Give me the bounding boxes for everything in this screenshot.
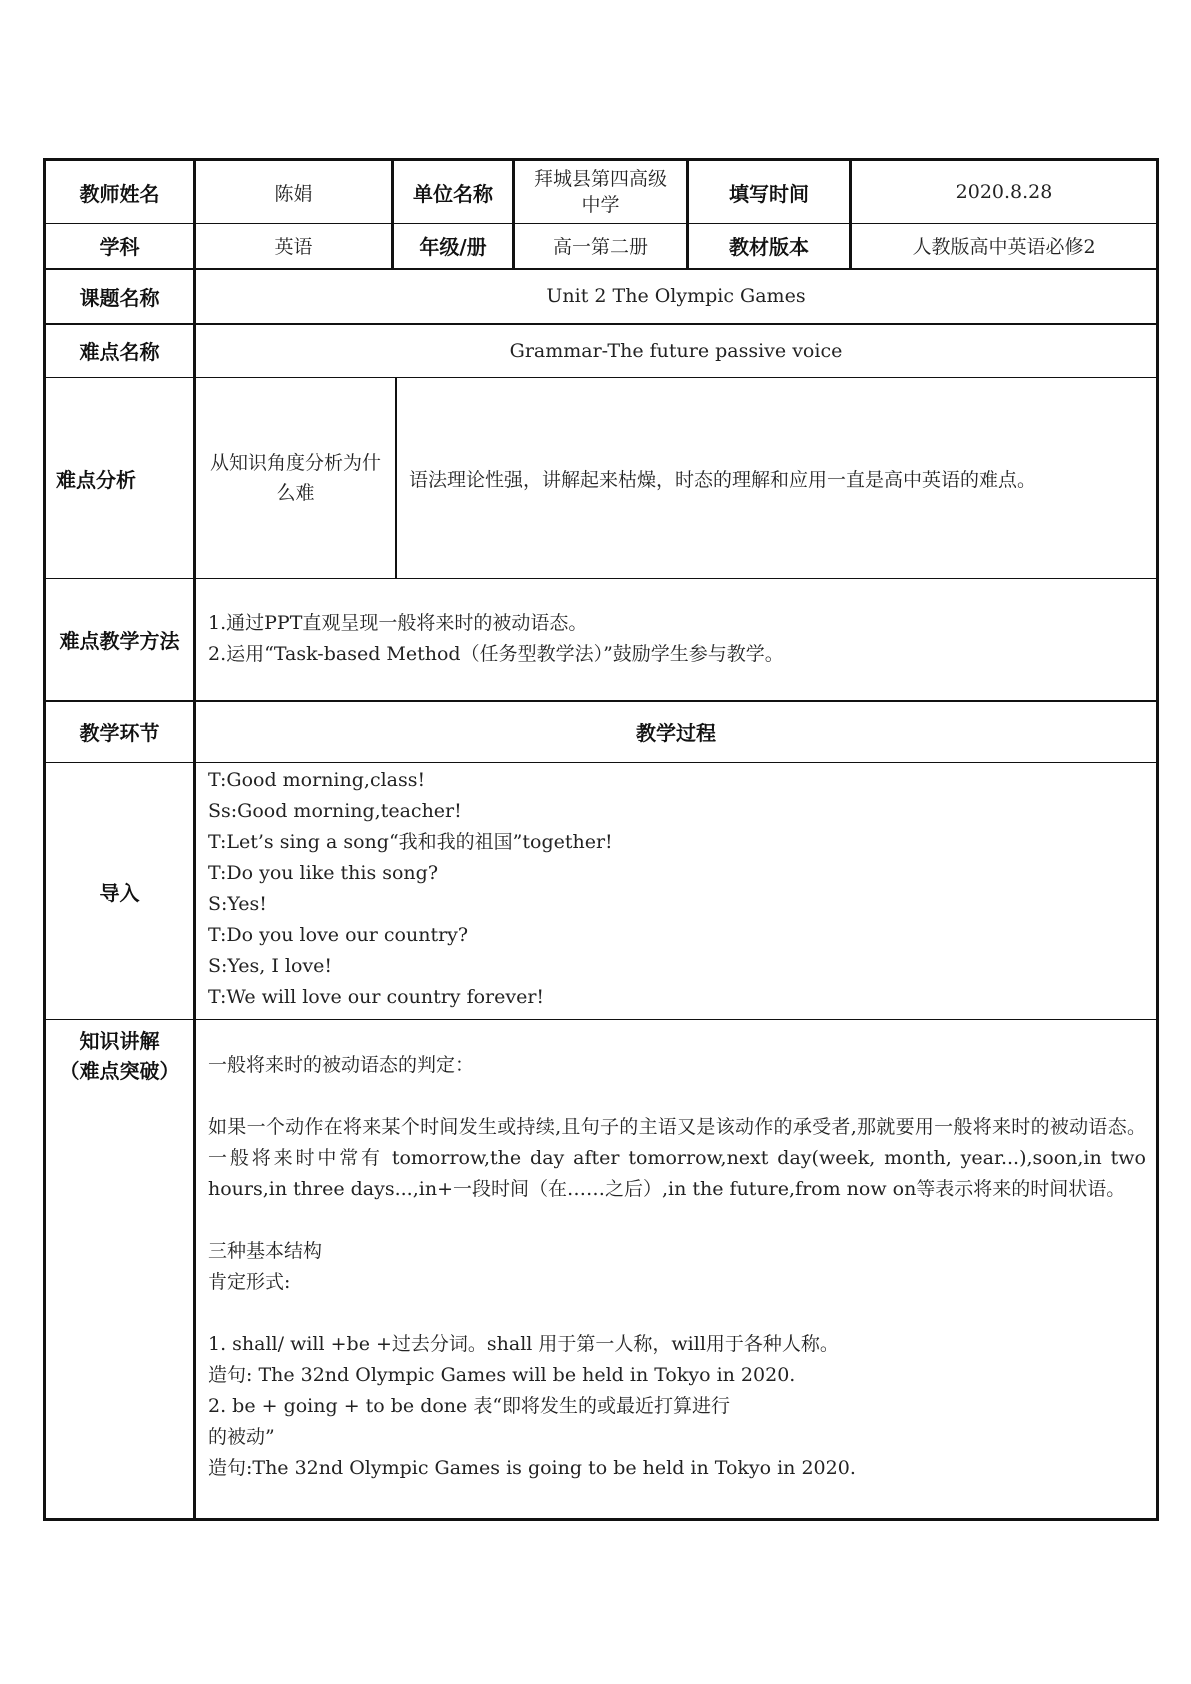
process-title: 教学过程 xyxy=(195,701,1158,763)
topic-label: 课题名称 xyxy=(45,269,195,324)
edition-label: 教材版本 xyxy=(688,224,851,269)
intro-dialogue xyxy=(195,763,1158,1020)
edition-value: 人教版高中英语必修2 xyxy=(851,224,1158,269)
structure-item-2-line-2: 的被动” xyxy=(208,1426,275,1448)
intro-line: T:Do you love our country? xyxy=(208,924,469,946)
teacher-name-value: 陈娟 xyxy=(195,160,393,224)
method-row xyxy=(45,579,1158,701)
intro-line: T:Let’s sing a song“我和我的祖国”together! xyxy=(208,831,613,853)
intro-line: T:We will love our country forever! xyxy=(208,986,545,1008)
intro-row xyxy=(45,763,1158,1020)
knowledge-row xyxy=(45,1020,1158,1520)
affirmative-title: 肯定形式: xyxy=(208,1271,291,1293)
grade-label: 年级/册 xyxy=(393,224,514,269)
method-label: 难点教学方法 xyxy=(45,579,195,701)
difficulty-label: 难点名称 xyxy=(45,324,195,378)
unit-name-value: 拜城县第四高级中学 xyxy=(514,160,688,224)
method-content xyxy=(195,579,1158,701)
example-sentence-2: 造句:The 32nd Olympic Games is going to be held in Tokyo in 2020. xyxy=(208,1457,856,1479)
teacher-name-label: 教师姓名 xyxy=(45,160,195,224)
process-label: 教学环节 xyxy=(45,701,195,763)
lesson-plan-table xyxy=(43,158,1159,1521)
knowledge-paragraph: 如果一个动作在将来某个时间发生或持续,且句子的主语又是该动作的承受者,那就要用一般将来时的被动语态。一般将来时中常有 tomorrow,the day after tomorrow,next day(week, month, year...),soon,in two hours,in three days...,in+一段时间（在……之后）,in the future,from now on等表示将来的时间状语。 xyxy=(208,1116,1146,1200)
fill-date-label: 填写时间 xyxy=(688,160,851,224)
intro-line: Ss:Good morning,teacher! xyxy=(208,800,462,822)
knowledge-content xyxy=(195,1020,1158,1520)
analysis-inner-table xyxy=(196,378,1156,578)
intro-line: S:Yes! xyxy=(208,893,267,915)
intro-line: T:Do you like this song? xyxy=(208,862,439,884)
structure-item-1: 1. shall/ will +be +过去分词。shall 用于第一人称，will用于各种人称。 xyxy=(208,1333,839,1355)
analysis-label: 难点分析 xyxy=(45,378,195,579)
subject-label: 学科 xyxy=(45,224,195,269)
analysis-row xyxy=(45,378,1158,579)
difficulty-value: Grammar-The future passive voice xyxy=(195,324,1158,378)
structures-title: 三种基本结构 xyxy=(208,1240,323,1262)
knowledge-label xyxy=(45,1020,195,1520)
header-row-1 xyxy=(45,160,1158,224)
analysis-sub-label: 从知识角度分析为什么难 xyxy=(196,378,396,578)
process-row xyxy=(45,701,1158,763)
header-row-2 xyxy=(45,224,1158,269)
method-line-2: 2.运用“Task-based Method（任务型教学法）”鼓励学生参与教学。 xyxy=(208,643,784,666)
topic-value: Unit 2 The Olympic Games xyxy=(195,269,1158,324)
intro-label: 导入 xyxy=(45,763,195,1020)
structure-item-2-line-1: 2. be + going + to be done 表“即将发生的或最近打算进行 xyxy=(208,1395,731,1417)
difficulty-row xyxy=(45,324,1158,378)
subject-value: 英语 xyxy=(195,224,393,269)
fill-date-value: 2020.8.28 xyxy=(851,160,1158,224)
analysis-content-cell xyxy=(195,378,1158,579)
knowledge-label-line-2: （难点突破） xyxy=(59,1059,180,1083)
analysis-text: 语法理论性强，讲解起来枯燥，时态的理解和应用一直是高中英语的难点。 xyxy=(409,468,1037,491)
topic-row xyxy=(45,269,1158,324)
intro-line: S:Yes, I love! xyxy=(208,955,333,977)
example-sentence-1: 造句: The 32nd Olympic Games will be held in Tokyo in 2020. xyxy=(208,1364,796,1386)
grade-value: 高一第二册 xyxy=(514,224,688,269)
lesson-plan-document xyxy=(43,158,1156,1521)
knowledge-heading: 一般将来时的被动语态的判定： xyxy=(208,1054,475,1076)
intro-line: T:Good morning,class! xyxy=(208,769,426,791)
unit-name-label: 单位名称 xyxy=(393,160,514,224)
method-line-1: 1.通过PPT直观呈现一般将来时的被动语态。 xyxy=(208,612,588,635)
knowledge-label-line-1: 知识讲解 xyxy=(79,1029,160,1053)
